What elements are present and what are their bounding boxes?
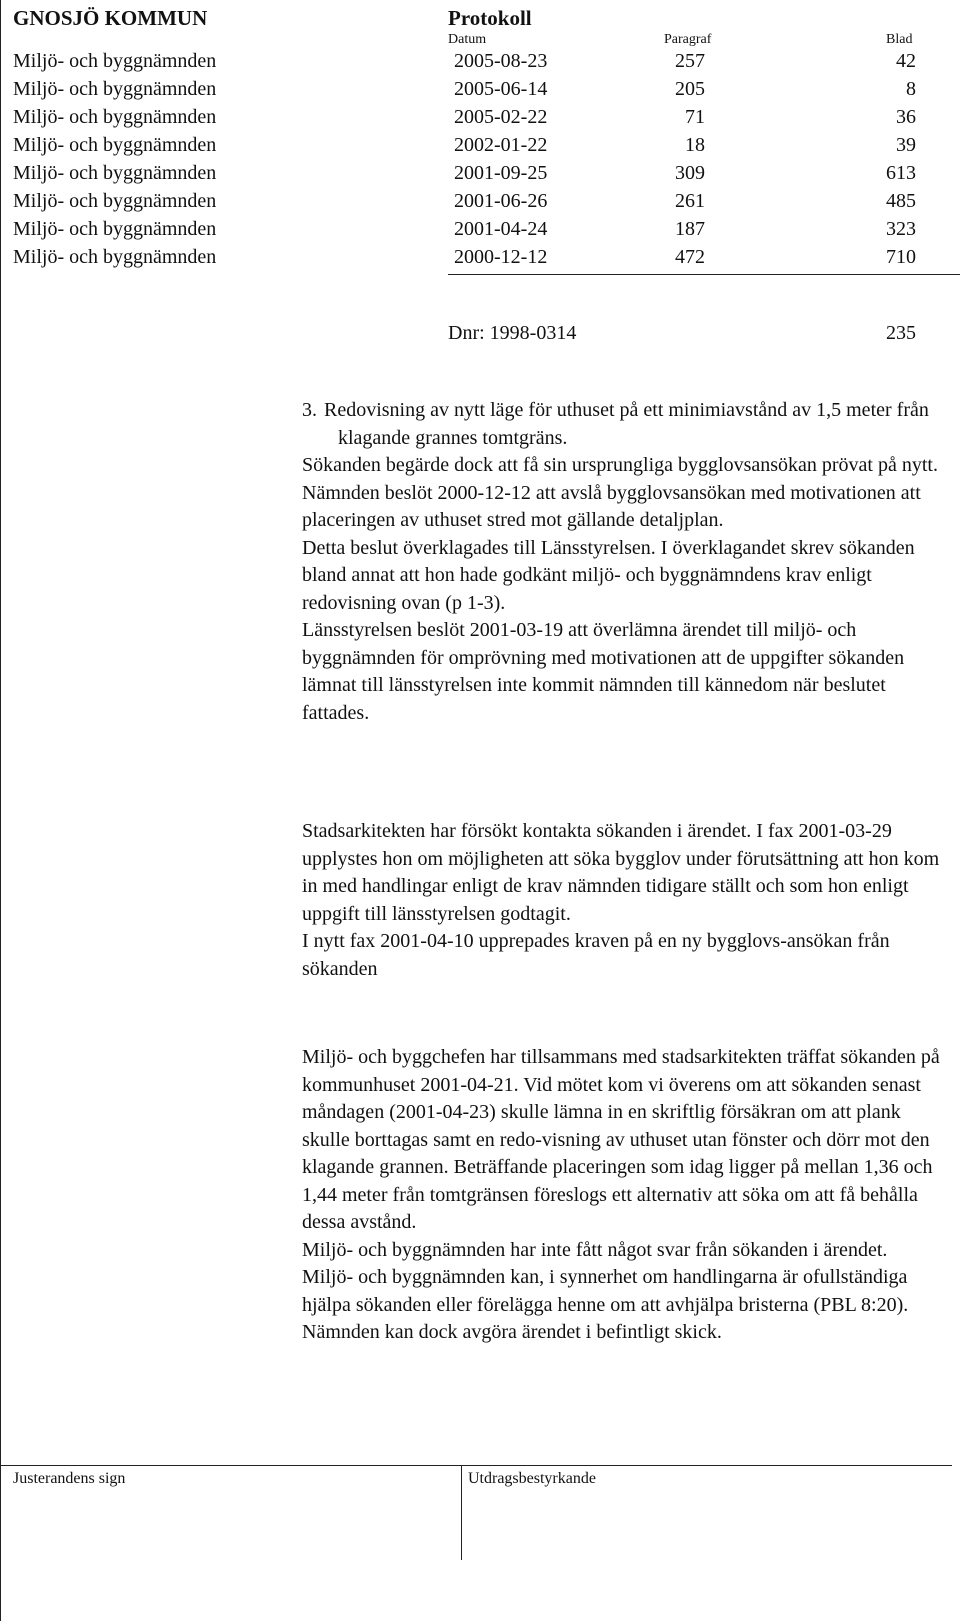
table-divider (448, 274, 960, 275)
table-row (0, 50, 960, 77)
meeting-body: Miljö- och byggnämnden (13, 106, 217, 128)
list-item-text: Redovisning av nytt läge för uthuset på ett minimiavstånd av 1,5 meter från klagande grannes tomtgräns. (324, 399, 929, 449)
meeting-body: Miljö- och byggnämnden (13, 134, 217, 156)
meeting-body: Miljö- och byggnämnden (13, 218, 217, 240)
case-text-block-3 (302, 1044, 952, 1347)
table-row (0, 190, 960, 217)
meeting-date: 2001-06-26 (454, 190, 548, 212)
signature-field-label: Justerandens sign (13, 1470, 126, 1487)
table-row (0, 106, 960, 133)
meeting-date: 2005-06-14 (454, 78, 548, 100)
meeting-date: 2002-01-22 (454, 134, 548, 156)
paragraph: I nytt fax 2001-04-10 upprepades kraven på en ny bygglovs-ansökan från sökanden (302, 930, 890, 980)
paragraph: Miljö- och byggnämnden har inte fått något svar från sökanden i ärendet. (302, 1238, 888, 1261)
column-header-blad: Blad (886, 32, 913, 47)
meeting-page: 613 (886, 162, 916, 184)
meeting-paragraph: 257 (675, 50, 705, 72)
paragraph: Nämnden beslöt 2000-12-12 att avslå bygglovsansökan med motivationen att placeringen av uthuset stred mot gällande detaljplan. (302, 481, 921, 531)
meeting-page: 39 (896, 134, 916, 156)
footer-column-divider (461, 1465, 462, 1560)
document-type: Protokoll (448, 6, 532, 30)
paragraph: Länsstyrelsen beslöt 2001-03-19 att överlämna ärendet till miljö- och byggnämnden för omprövning med motivationen att de uppgifter sökanden lämnat till länsstyrelsen inte kommit nämnden till kännedom när beslutet fattades. (302, 619, 905, 724)
table-row (0, 78, 960, 105)
paragraph: Stadsarkitekten har försökt kontakta sökanden i ärendet. I fax 2001-03-29 upplystes hon om möjligheten att söka bygglov under förutsättning att hon kom in med handlingar enligt de krav nämnden tidigare ställt och som hon enligt uppgift till länsstyrelsen godtagit. (302, 820, 940, 925)
case-text-block-2 (302, 818, 952, 983)
meeting-body: Miljö- och byggnämnden (13, 190, 217, 212)
meeting-paragraph: 205 (675, 78, 705, 100)
meeting-paragraph: 187 (675, 218, 705, 240)
meeting-date: 2001-09-25 (454, 162, 548, 184)
meeting-date: 2005-02-22 (454, 106, 548, 128)
table-row (0, 134, 960, 161)
meeting-page: 42 (896, 50, 916, 72)
meeting-page: 485 (886, 190, 916, 212)
paragraph: Sökanden begärde dock att få sin ursprungliga bygglovsansökan prövat på nytt. (302, 454, 938, 476)
case-text-block-1 (302, 397, 952, 727)
meeting-page: 710 (886, 246, 916, 268)
meeting-body: Miljö- och byggnämnden (13, 246, 217, 268)
meeting-date: 2000-12-12 (454, 246, 548, 268)
organization-name: GNOSJÖ KOMMUN (13, 6, 208, 30)
meeting-paragraph: 18 (685, 134, 705, 156)
paragraph: Detta beslut överklagades till Länsstyrelsen. I överklagandet skrev sökanden bland annat att hon hade godkänt miljö- och byggnämndens krav enligt redovisning ovan (p 1-3). (302, 536, 915, 614)
list-item-number: 3. (302, 399, 317, 421)
column-header-datum: Datum (448, 32, 487, 47)
dnr-label: Dnr: 1998-0314 (448, 322, 577, 344)
meeting-body: Miljö- och byggnämnden (13, 78, 217, 100)
meeting-paragraph: 71 (685, 106, 705, 128)
table-row (0, 246, 960, 273)
certification-field-label: Utdragsbestyrkande (468, 1470, 596, 1487)
footer-divider (0, 1465, 952, 1466)
list-item (302, 397, 952, 452)
meeting-paragraph: 309 (675, 162, 705, 184)
meeting-page: 8 (906, 78, 916, 100)
meeting-page: 323 (886, 218, 916, 240)
meeting-body: Miljö- och byggnämnden (13, 162, 217, 184)
meeting-date: 2001-04-24 (454, 218, 548, 240)
paragraph: Miljö- och byggnämnden kan, i synnerhet om handlingarna är ofullständiga hjälpa sökanden eller förelägga henne om att avhjälpa bristerna (PBL 8:20). Nämnden kan dock avgöra ärendet i befintligt skick. (302, 1266, 909, 1343)
meeting-paragraph: 261 (675, 190, 705, 212)
meeting-date: 2005-08-23 (454, 50, 548, 72)
meeting-page: 36 (896, 106, 916, 128)
dnr-page-number: 235 (886, 322, 916, 344)
table-row (0, 218, 960, 245)
meeting-body: Miljö- och byggnämnden (13, 50, 217, 72)
column-header-paragraf: Paragraf (664, 32, 712, 47)
paragraph: Miljö- och byggchefen har tillsammans med stadsarkitekten träffat sökanden på kommunhuset 2001-04-21. Vid mötet kom vi överens om att sökanden senast måndagen (2001-04-23) skulle lämna in en skriftlig försäkran om att plank skulle borttagas samt en redo-visning av uthuset utan fönster och dörr mot den klagande grannen. Beträffande placeringen som idag ligger på mellan 1,36 och 1,44 meter från tomtgränsen föreslogs ett alternativ att söka om att få behålla dessa avstånd. (302, 1046, 940, 1233)
meeting-paragraph: 472 (675, 246, 705, 268)
table-row (0, 162, 960, 189)
